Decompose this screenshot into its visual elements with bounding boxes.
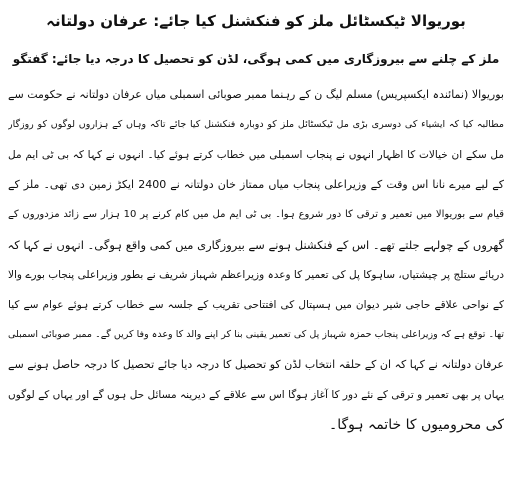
article-body — [8, 80, 504, 440]
subheadline: ملز کے چلنے سے بیروزگاری میں کمی ہوگی، لڈن کو تحصیل کا درجہ دیا جائے: گفتگو — [12, 52, 500, 66]
headline: بوریوالا ٹیکسٹائل ملز کو فنکشنل کیا جائے: عرفان دولتانہ — [46, 12, 466, 30]
body-line: عرفان دولتانہ نے کہا کہ ان کے حلقہ انتخاب لڈن کو تحصیل کا درجہ دیا جائے تحصیل کا درجہ حاصل ہونے سے — [8, 358, 504, 371]
body-line: بوریوالا (نمائندہ ایکسپریس) مسلم لیگ ن کے رہنما ممبر صوبائی اسمبلی میاں عرفان دولتانہ نے حکومت سے — [8, 88, 504, 101]
body-line: کے لیے میرے نانا اس وقت کے وزیراعلی پنجاب میاں ممتاز خان دولتانہ نے 2400 ایکڑ زمین دی تھی۔ ملز کے — [8, 178, 504, 191]
body-line-last: کی محرومیوں کا خاتمہ ہوگا۔ — [328, 417, 504, 433]
body-line: مطالبہ کیا کہ ایشیاء کی دوسری بڑی مل ٹیکسٹائل ملز کو دوبارہ فنکشنل کیا جائے تاکہ وہاں کے ہزاروں لوگوں کو روزگار — [8, 119, 504, 130]
body-line: کے نواحی علاقے حاجی شیر دیوان میں ہسپتال کی افتتاحی تقریب کے جلسہ سے خطاب کرتے ہوئے عوام سے کیا — [8, 299, 504, 311]
body-line: مل سکے ان خیالات کا اظہار انہوں نے پنجاب اسمبلی میں خطاب کرتے ہوئے کیا۔ انہوں نے کہا کہ بی ٹی ایم مل — [8, 149, 504, 161]
body-line: یہاں پر بھی تعمیر و ترقی کے نئے دور کا آغاز ہوگا اس سے علاقے کے دیرینہ مسائل حل ہوں گے اور یہاں کے لوگوں — [8, 389, 504, 401]
body-line: گھروں کے چولہے جلتے تھے۔ اس کے فنکشنل ہونے سے بیروزگاری میں کمی واقع ہوگی۔ انہوں نے کہا کہ — [8, 238, 504, 252]
body-line: دریائے ستلج پر چیشتیاں، ساہوکا پل کی تعمیر کا وعدہ وزیراعظم شہباز شریف نے بطور وزیراعلی پنجاب بورے والا — [8, 269, 504, 281]
body-line: قیام سے بوریوالا میں تعمیر و ترقی کا دور شروع ہوا۔ بی ٹی ایم مل میں کام کرنے پر 10 ہزار سے زائد مزدوروں کے — [8, 209, 504, 220]
body-line: تھا۔ توقع ہے کہ وزیراعلی پنجاب حمزہ شہباز پل کی تعمیر یقینی بنا کر اپنے والد کا وعدہ وفا کریں گے۔ ممبر صوبائی اسمبلی — [8, 329, 504, 340]
